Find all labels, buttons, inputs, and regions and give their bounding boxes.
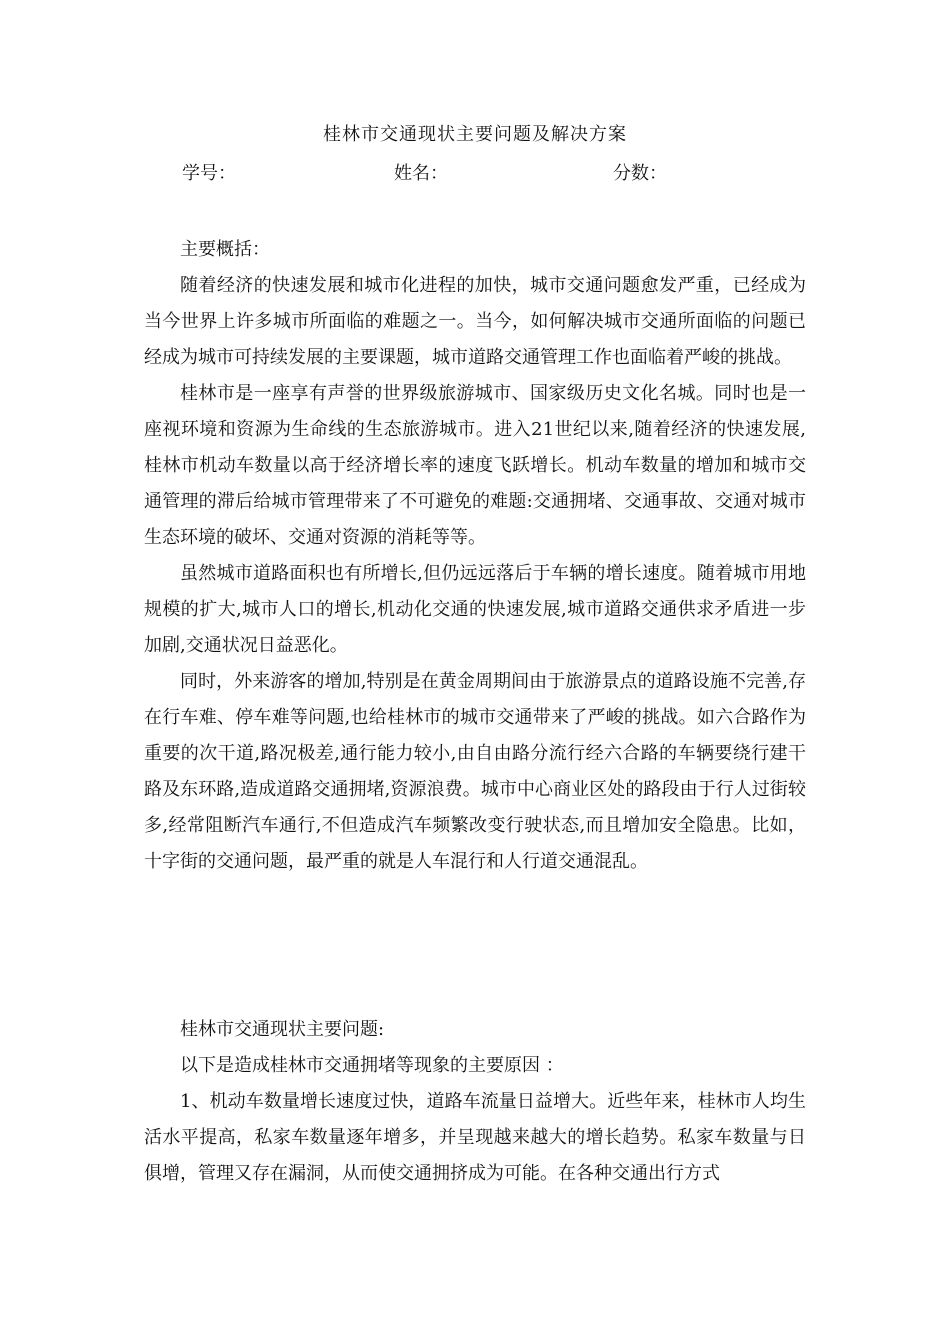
problems-section xyxy=(144,1012,806,1192)
summary-paragraph: 同时，外来游客的增加,特别是在黄金周期间由于旅游景点的道路设施不完善,存在行车难、停车难等问题,也给桂林市的城市交通带来了严峻的挑战。如六合路作为重要的次干道,路况极差,通行能力较小,由自由路分流行经六合路的车辆要绕行建干路及东环路,造成道路交通拥堵,资源浪费。城市中心商业区处的路段由于行人过街较多,经常阻断汽车通行,不但造成汽车频繁改变行驶状态,而且增加安全隐患。比如，十字街的交通问题，最严重的就是人车混行和人行道交通混乱。 xyxy=(144,671,806,872)
score-label: 分数： xyxy=(613,163,667,184)
summary-paragraph: 桂林市是一座享有声誉的世界级旅游城市、国家级历史文化名城。同时也是一座视环境和资源为生命线的生态旅游城市。进入21世纪以来,随着经济的快速发展,桂林市机动车数量以高于经济增长率的速度飞跃增长。机动车数量的增加和城市交通管理的滞后给城市管理带来了不可避免的难题:交通拥堵、交通事故、交通对城市生态环境的破坏、交通对资源的消耗等等。 xyxy=(144,383,806,548)
summary-section xyxy=(144,232,806,880)
student-info-row xyxy=(182,159,782,183)
problems-heading: 桂林市交通现状主要问题: xyxy=(180,1019,385,1040)
student-name-label: 姓名： xyxy=(394,163,448,184)
problems-intro: 以下是造成桂林市交通拥堵等现象的主要原因 ： xyxy=(180,1055,564,1076)
document-title: 桂林市交通现状主要问题及解决方案 xyxy=(323,124,627,145)
problem-item-1: 1、机动车数量增长速度过快，道路车流量日益增大。近些年来，桂林市人均生活水平提高，私家车数量逐年增多，并呈现越来越大的增长趋势。私家车数量与日俱增，管理又存在漏洞，从而使交通拥挤成为可能。在各种交通出行方式 xyxy=(144,1091,806,1184)
summary-heading: 主要概括： xyxy=(180,239,270,260)
student-id-label: 学号： xyxy=(182,163,236,184)
summary-paragraph: 随着经济的快速发展和城市化进程的加快，城市交通问题愈发严重，已经成为当今世界上许多城市所面临的难题之一。当今，如何解决城市交通所面临的问题已经成为城市可持续发展的主要课题，城市道路交通管理工作也面临着严峻的挑战。 xyxy=(144,275,806,368)
summary-paragraph: 虽然城市道路面积也有所增长,但仍远远落后于车辆的增长速度。随着城市用地规模的扩大,城市人口的增长,机动化交通的快速发展,城市道路交通供求矛盾进一步加剧,交通状况日益恶化。 xyxy=(144,563,806,656)
